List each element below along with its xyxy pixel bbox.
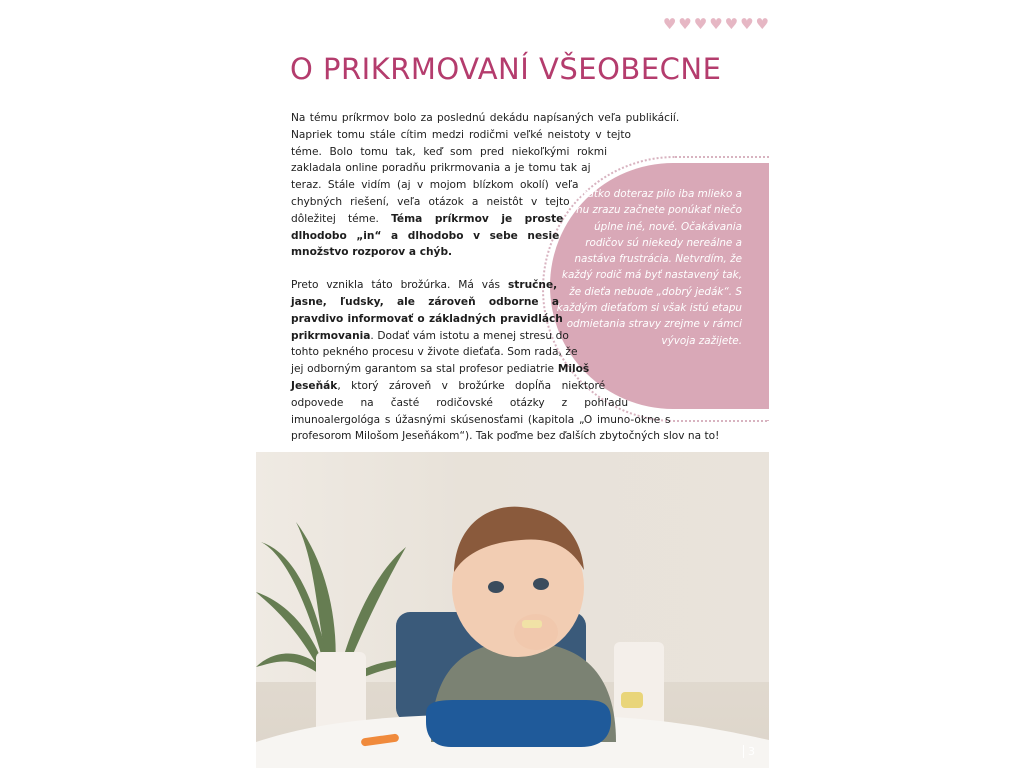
author-name: Miloš Jeseňák [291, 363, 590, 392]
baby-photo [256, 452, 769, 768]
paragraph-1-bold: Téma príkrmov je proste dlhodobo „in“ a dlhodobo v sebe nesie množstvo rozporov a chýb. [291, 212, 564, 259]
paragraph-2-bold-a: stručne, jasne, ľudsky, ale zároveň odborne a pravdivo informovať o základných pravidlách prikrmovania [291, 279, 563, 342]
paragraph-2-text-b: . Dodať vám istotu a menej stresu do tohto pekného procesu v živote dieťaťa. Som rada, že jej odborným garantom sa stal profesor pediatrie [291, 329, 578, 376]
heart-decoration-row [663, 14, 769, 34]
paragraph-1-text: Na tému príkrmov bolo za poslednú dekádu napísaných veľa publikácií. Napriek tomu stále cítim medzi rodičmi veľké neistoty v tejto téme. Bolo tomu tak, keď som pred niekoľkými rokmi zakladala online poradňu prikrmovania a je tomu tak aj teraz. Stále vidím (aj v mojom blízkom okolí) veľa chybných riešení, veľa otázok a neistôt v tejto dôležitej téme. [291, 112, 680, 225]
baby-eye-right [533, 578, 549, 590]
document-page [256, 0, 769, 768]
page-title: O PRIKRMOVANÍ VŠEOBECNE [290, 52, 722, 86]
heart-icon: ♥ [693, 15, 708, 33]
paragraph-2-text-a: Preto vznikla táto brožúrka. Má vás [291, 279, 508, 292]
heart-icon: ♥ [740, 15, 754, 33]
food-piece [522, 620, 542, 628]
page-number: 3 [743, 745, 755, 758]
paragraph-2-text-c: , ktorý zároveň v brožúrke dopĺňa niektoré odpovede na časté rodičovské otázky z pohľadu imunoalergológa s úžasnými skúsenosťami (kapitola „O imuno-okne s profesorom Milošom Jeseňákom“). Tak poďme bez ďalších zbytočných slov na to! [291, 379, 720, 443]
pull-quote: Bábätko doteraz pilo iba mlieko a vy mu zrazu začnete ponúkať niečo úplne iné, nové. Očakávania rodičov sú niekedy nereálne a nastáva frustrácia. Netvrdím, že každý rodič má byť nastavený tak, že dieťa nebude „dobrý jedák“. S každým dieťaťom si však istú etapu odmietania stravy zrejme v rámci vývoja zažijete. [556, 188, 742, 347]
heart-icon: ♥ [709, 15, 723, 33]
heart-icon: ♥ [678, 15, 692, 33]
baby-illustration [256, 452, 769, 768]
food-piece-right [621, 692, 643, 708]
blue-plate [426, 700, 611, 747]
heart-icon: ♥ [755, 15, 769, 33]
heart-icon: ♥ [662, 15, 677, 33]
baby-hands [514, 614, 558, 650]
heart-icon: ♥ [724, 15, 739, 33]
baby-eye-left [488, 581, 504, 593]
